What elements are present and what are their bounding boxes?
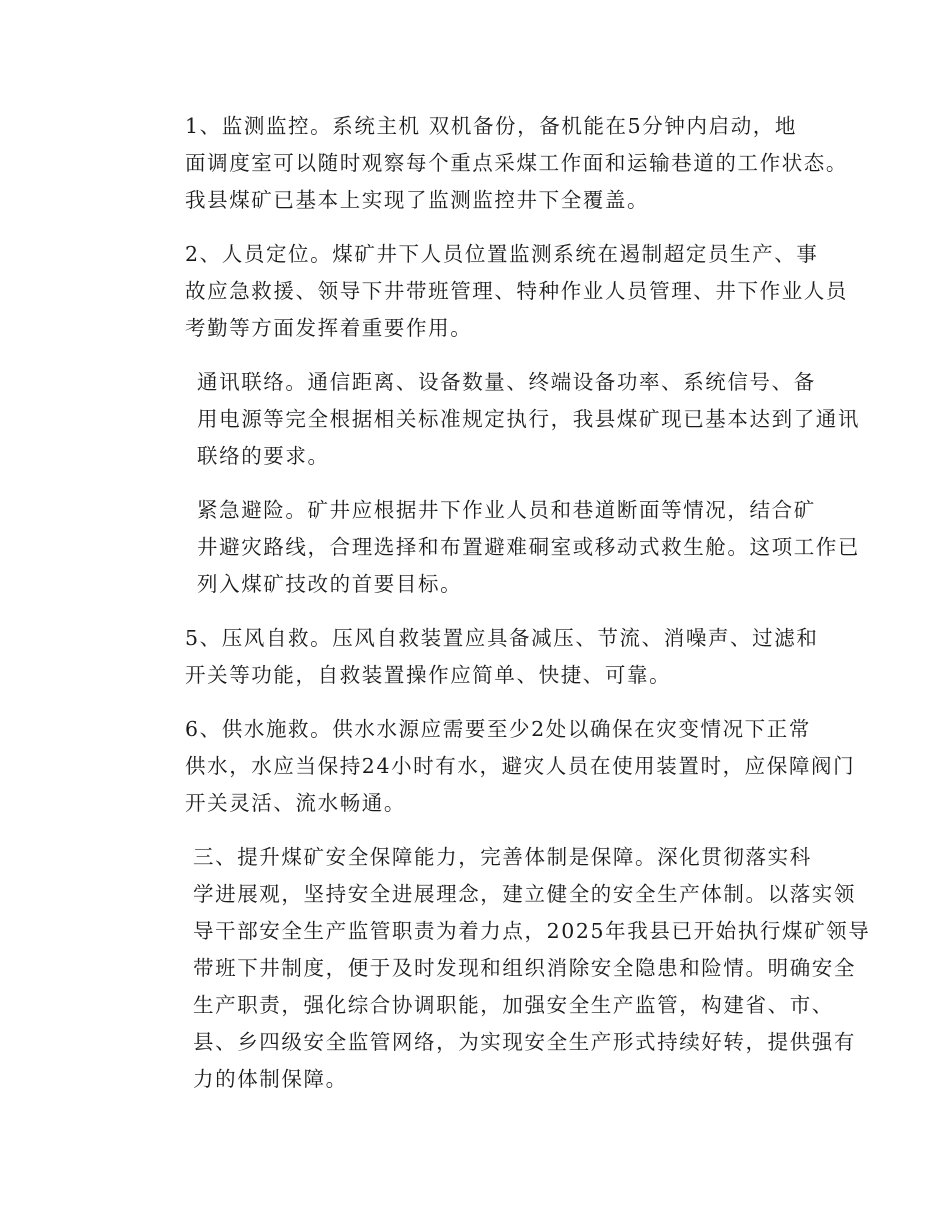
text-line: 列入煤矿技改的首要目标。	[197, 572, 463, 596]
text-line: 学进展观，坚持安全进展理念，建立健全的安全生产体制。以落实领	[193, 882, 856, 906]
text-line: 三、提升煤矿安全保障能力，完善体制是保障。深化贯彻落实科	[193, 845, 812, 869]
paragraph-monitoring	[143, 108, 848, 219]
text-line: 紧急避险。矿井应根据井下作业人员和巷道断面等情况，结合矿	[197, 498, 816, 522]
text-line: 联络的要求。	[197, 444, 330, 468]
paragraph-emergency-refuge	[143, 492, 860, 603]
text-line: 供水，水应当保持24小时有水，避灾人员在使用装置时，应保障阀门	[185, 754, 856, 778]
text-line: 面调度室可以随时观察每个重点采煤工作面和运输巷道的工作状态。	[185, 151, 848, 175]
text-line: 生产职责，强化综合协调职能，加强安全生产监管，构建省、市、	[193, 993, 834, 1017]
text-line: 开关灵活、流水畅通。	[185, 791, 406, 815]
text-line: 1、监测监控。系统主机 双机备份，备机能在5分钟内启动，地	[185, 114, 797, 138]
text-line: 2、人员定位。煤矿井下人员位置监测系统在遏制超定员生产、事	[185, 242, 819, 266]
paragraph-compressed-air	[143, 620, 819, 694]
text-line: 用电源等完全根据相关标准规定执行，我县煤矿现已基本达到了通讯	[197, 407, 860, 431]
text-line: 井避灾路线，合理选择和布置避难硐室或移动式救生舱。这项工作已	[197, 535, 860, 559]
text-line: 考勤等方面发挥着重要作用。	[185, 316, 473, 340]
text-line: 故应急救援、领导下井带班管理、特种作业人员管理、井下作业人员	[185, 279, 848, 303]
text-line: 力的体制保障。	[193, 1067, 348, 1091]
text-line: 导干部安全生产监管职责为着力点，2025年我县已开始执行煤矿领导	[193, 919, 871, 943]
paragraph-water-supply	[143, 711, 856, 822]
paragraph-personnel-positioning	[143, 236, 848, 347]
text-line: 6、供水施救。供水水源应需要至少2处以确保在灾变情况下正常	[185, 717, 811, 741]
text-line: 带班下井制度，便于及时发现和组织消除安全隐患和险情。明确安全	[193, 956, 856, 980]
text-line: 我县煤矿已基本上实现了监测监控井下全覆盖。	[185, 188, 650, 212]
document-body	[143, 108, 871, 1115]
text-line: 县、乡四级安全监管网络，为实现安全生产形式持续好转，提供强有	[193, 1030, 856, 1054]
text-line: 通讯联络。通信距离、设备数量、终端设备功率、系统信号、备	[197, 370, 816, 394]
text-line: 开关等功能，自救装置操作应简单、快捷、可靠。	[185, 663, 672, 687]
text-line: 5、压风自救。压风自救装置应具备减压、节流、消噪声、过滤和	[185, 626, 819, 650]
paragraph-communication	[143, 364, 860, 475]
paragraph-safety-system	[143, 839, 871, 1098]
